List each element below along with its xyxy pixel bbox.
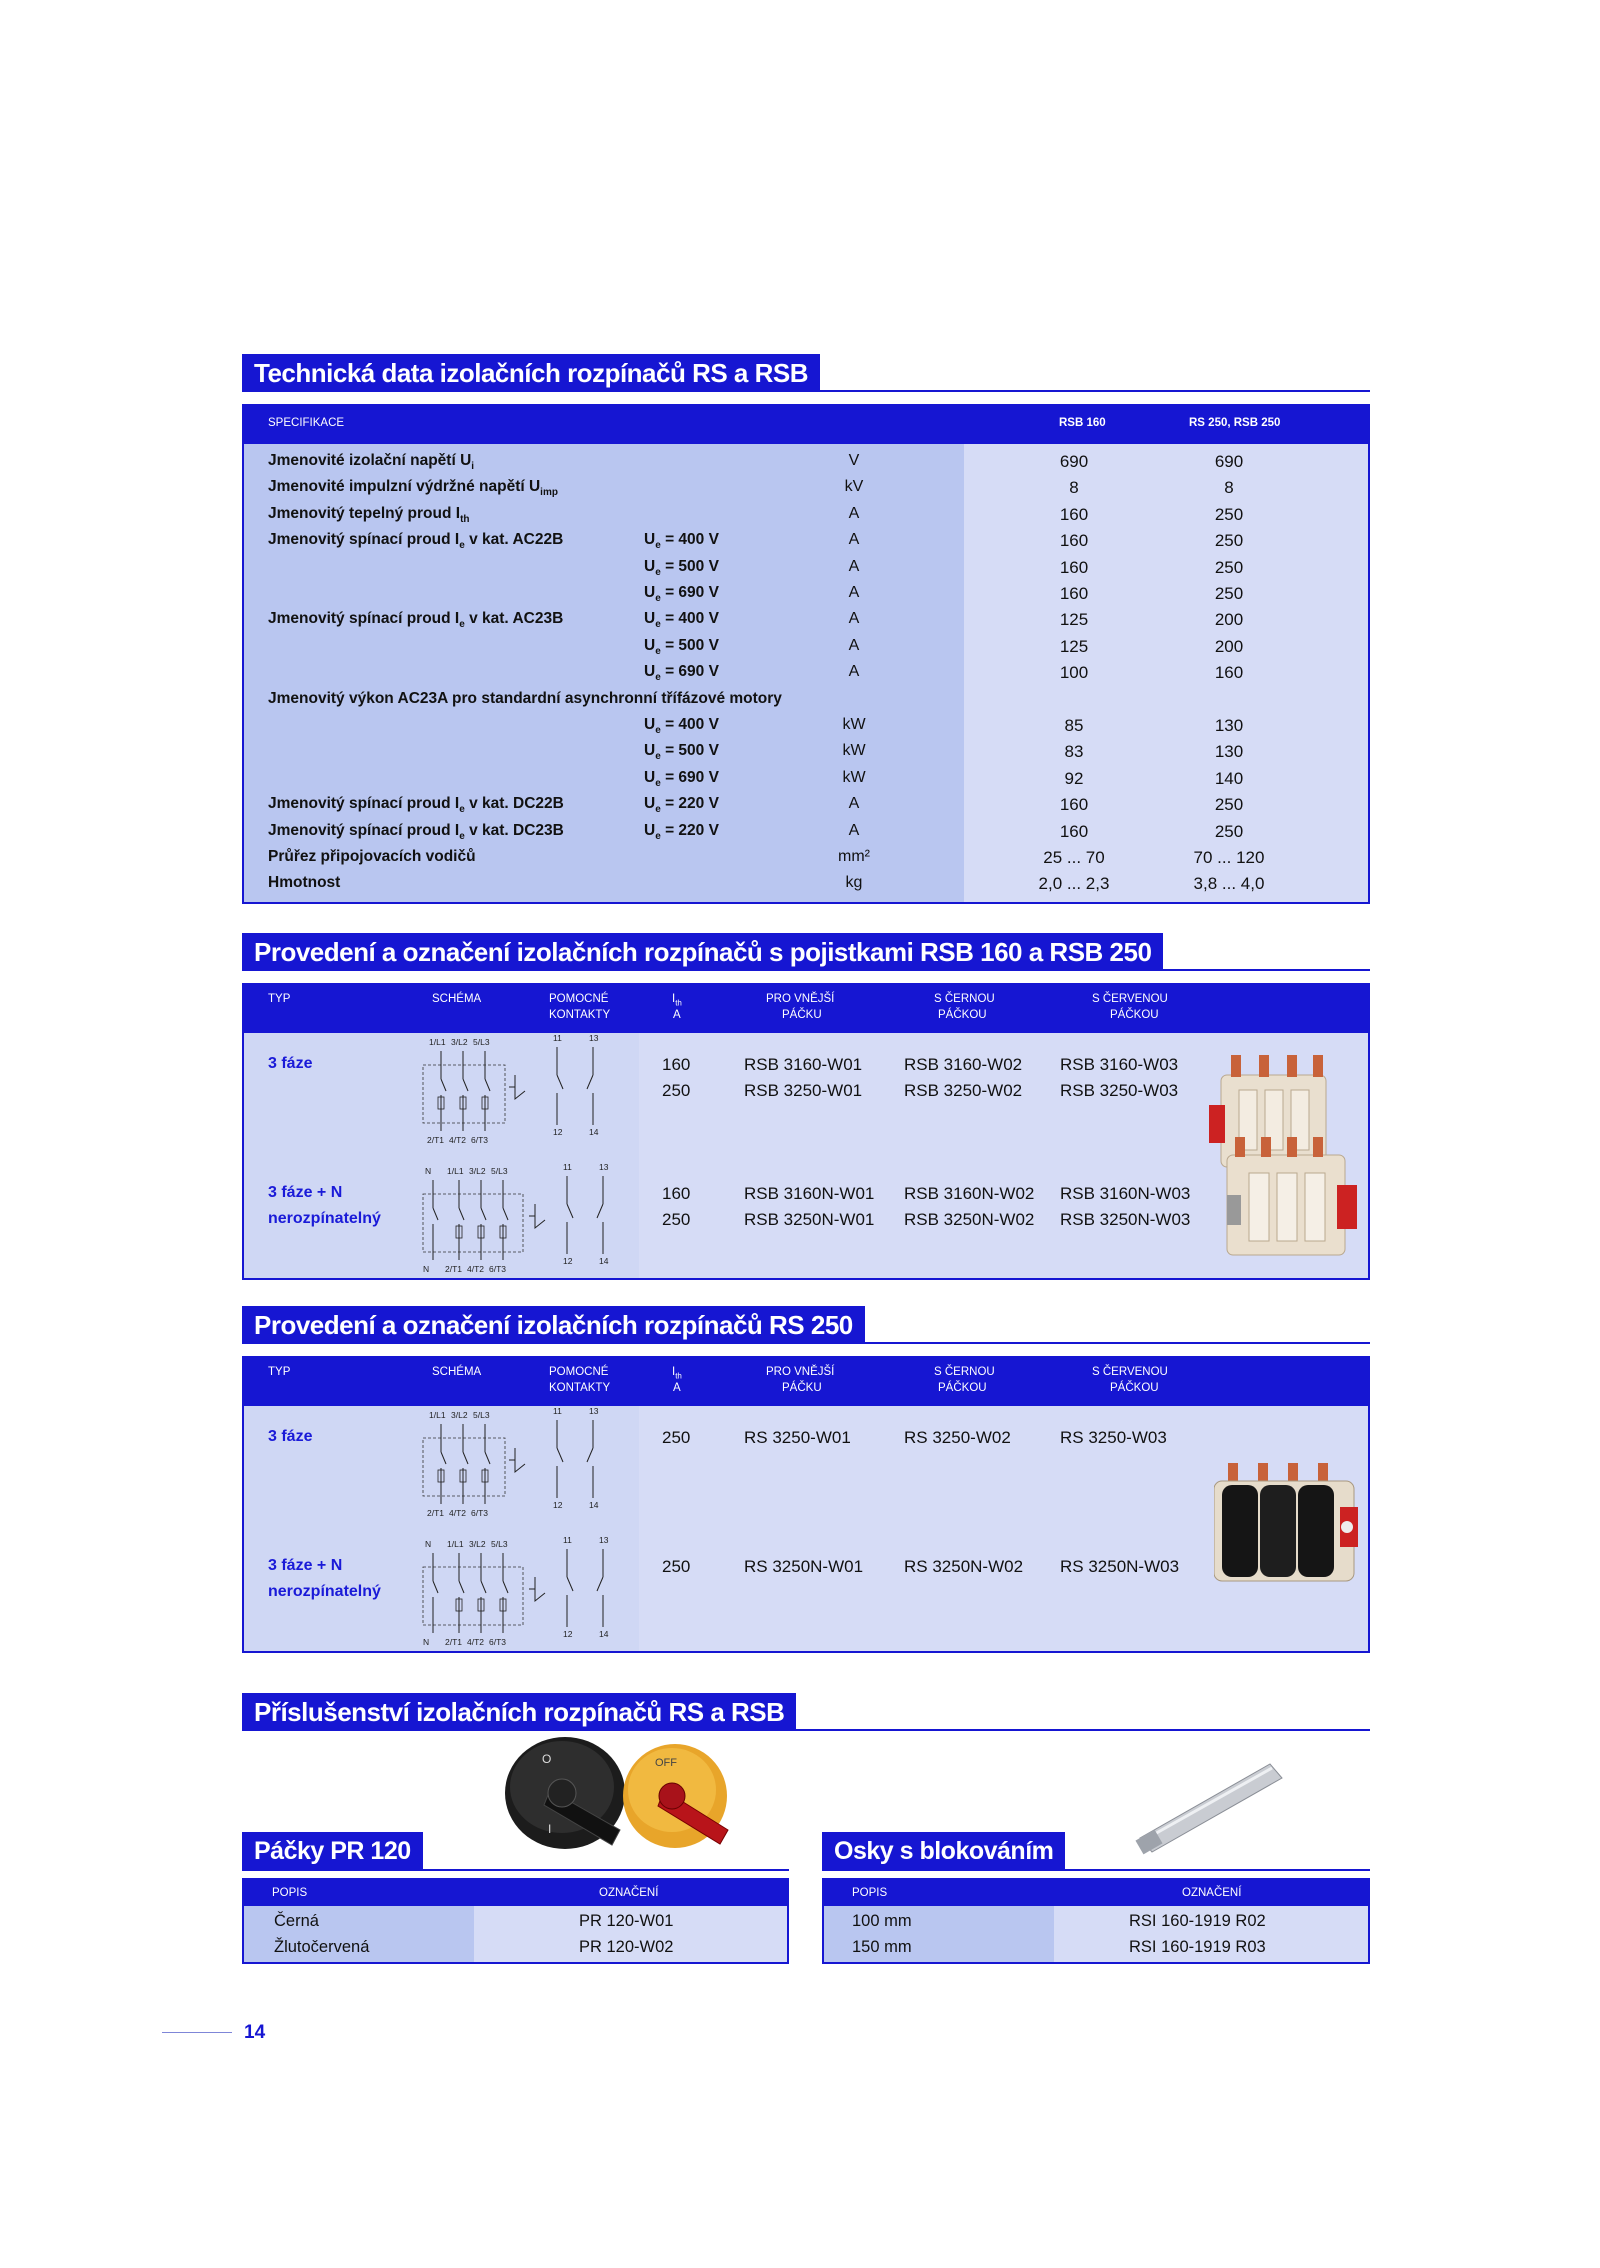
subscript: e [655,645,661,657]
schema-drawing [419,1537,669,1647]
schema-terminal-bottom: 4/T2 [467,1637,485,1647]
schema-terminal-top: 5/L3 [491,1539,508,1549]
spec-value-rsb160: 25 ... 70 [1043,848,1105,867]
schema-terminal-bottom: 6/T3 [471,1508,489,1518]
header-external-2: PÁČKU [782,1009,822,1021]
schema-terminal-top: 1/L1 [447,1166,464,1176]
variant-type-note: nerozpínatelný [268,1583,381,1600]
section-rule [242,390,1370,392]
spec-value-rs250: 130 [1214,742,1244,762]
subscript: e [459,804,465,816]
variant-type-note: nerozpínatelný [268,1210,381,1227]
table-header [244,985,1368,1033]
section-rule [242,1869,789,1871]
variant-code-red: RSB 3250N-W03 [1060,1210,1191,1229]
variant-code-external: RSB 3250-W01 [744,1081,863,1100]
schema-terminal-top: 1/L1 [429,1410,446,1420]
spec-value-rsb160: 690 [1059,452,1089,471]
schema-terminal-top: 5/L3 [473,1410,490,1420]
accessory-code: PR 120-W02 [579,1938,674,1956]
spec-value-rsb160: 125 [1059,610,1089,630]
spec-unit: A [848,663,860,681]
schema-terminal-bottom: 6/T3 [471,1135,489,1145]
spec-value-rs250: 140 [1214,768,1244,788]
spec-label: Jmenovitý spínací proud $I_e$ v kat. DC22B [268,795,564,816]
variant-code-black: RSB 3160-W02 [904,1055,1023,1074]
variant-code-black: RS 3250-W02 [904,1428,1011,1447]
wiring-schema [419,1035,669,1145]
header-rsb160: RSB 160 [1059,417,1106,429]
spec-value-rs250: 8 [1224,478,1234,498]
spec-value-rsb160: 83 [1064,742,1084,762]
schema-terminal-bottom: 4/T2 [449,1508,467,1518]
accessory-description: Žlutočervená [274,1938,370,1956]
section-title-rsb: Provedení a označení izolačních rozpínačů s pojistkami RSB 160 a RSB 250 [242,933,1163,971]
schema-terminal-bottom: 6/T3 [489,1264,507,1274]
aux-terminal-bottom: 12 [563,1629,573,1639]
variant-ith: 160 [662,1184,691,1203]
header-red: S ČERVENOU [1092,1366,1168,1378]
spec-unit: kg [845,874,863,892]
section-title-accessories: Příslušenství izolačních rozpínačů RS a RSB [242,1693,796,1731]
variant-code-external: RS 3250-W01 [744,1428,851,1447]
spec-condition: $U_e = 690$ V [644,584,719,605]
header-kontakty: KONTAKTY [549,1382,611,1394]
header-schema: SCHÉMA [432,1366,482,1378]
tech-data-table [242,404,1370,904]
aux-terminal-bottom: 12 [553,1500,563,1510]
variant-code-red: RSB 3160-W03 [1060,1055,1179,1074]
variant-code-external: RSB 3250N-W01 [744,1210,875,1229]
variant-code-black: RS 3250N-W02 [904,1557,1024,1576]
schema-terminal-bottom: 4/T2 [467,1264,485,1274]
spec-label: Jmenovitý spínací proud $I_e$ v kat. DC23B [268,821,564,842]
variant-code-black: RSB 3250N-W02 [904,1210,1035,1229]
header-ith-unit: A [673,1009,681,1021]
aux-terminal-top: 11 [563,1164,572,1172]
header-red-2: PÁČKOU [1110,1009,1159,1021]
spec-label: Jmenovitý výkon AC23A pro standardní asynchronní třífázové motory [268,689,782,707]
subscript: e [655,566,661,578]
aux-terminal-top: 11 [553,1408,562,1416]
spec-unit: A [848,636,860,654]
spec-value-rsb160: 160 [1059,504,1089,524]
header-external-2: PÁČKU [782,1382,822,1394]
schema-terminal-top: 5/L3 [473,1037,490,1047]
wiring-schema [419,1408,669,1518]
spec-unit: A [848,610,860,628]
header-pomocne: POMOCNÉ [549,993,609,1005]
section-rule [242,969,1370,971]
spec-unit: V [848,452,860,469]
aux-terminal-bottom: 12 [553,1127,563,1137]
spec-value-rs250: 250 [1214,531,1244,551]
header-red: S ČERVENOU [1092,993,1168,1005]
rs250-switch-photo [1214,1453,1364,1593]
schema-terminal-bottom: 2/T1 [427,1135,445,1145]
table-header [244,406,1368,444]
header-ith: $I_{th}$ [672,993,682,1008]
spec-value-rs250: 250 [1214,795,1244,815]
spec-value-rs250: 130 [1214,716,1244,735]
variant-code-external: RS 3250N-W01 [744,1557,864,1576]
aux-terminal-top: 13 [599,1537,609,1545]
section-rule [822,1869,1370,1871]
levers-title: Páčky PR 120 [242,1832,423,1870]
header-typ: TYP [268,1366,291,1378]
accessory-code: PR 120-W01 [579,1912,674,1930]
aux-terminal-bottom: 14 [589,1500,599,1510]
spec-label: Jmenovité izolační napětí $U_i$ [268,452,475,473]
spec-value-rsb160: 100 [1059,663,1089,683]
spec-value-rsb160: 8 [1069,478,1079,498]
schema-terminal-bottom: N [423,1264,430,1274]
variant-code-red: RSB 3160N-W03 [1060,1184,1191,1203]
spec-value-rs250: 250 [1214,821,1244,841]
spec-unit: mm² [838,848,870,865]
aux-terminal-top: 13 [589,1035,599,1043]
schema-drawing [419,1408,669,1518]
schema-terminal-top: N [425,1539,432,1549]
subscript: e [655,777,661,789]
subscript: e [459,540,465,552]
subscript: e [655,725,661,737]
spec-value-rs250: 200 [1214,610,1244,630]
page-number: 14 [244,2022,266,2043]
variant-code-external: RSB 3160-W01 [744,1055,863,1074]
shafts-title: Osky s blokováním [822,1832,1065,1870]
header-black: S ČERNOU [934,993,995,1005]
spec-unit: A [848,795,860,813]
spec-value-rs250: 70 ... 120 [1193,848,1265,867]
schema-drawing [419,1035,669,1145]
aux-terminal-bottom: 14 [589,1127,599,1137]
header-black-2: PÁČKOU [938,1009,987,1021]
subscript: e [655,830,661,842]
header-schema: SCHÉMA [432,993,482,1005]
wiring-schema [419,1537,669,1647]
schema-terminal-top: 3/L2 [451,1410,468,1420]
spec-unit: kW [842,716,866,733]
header-popis: POPIS [272,1887,308,1899]
spec-condition: $U_e = 500$ V [644,742,719,763]
subscript: e [459,619,465,631]
accessory-code: RSI 160-1919 R03 [1129,1938,1266,1956]
spec-value-rs250: 690 [1214,452,1244,471]
header-red-2: PÁČKOU [1110,1382,1159,1394]
aux-terminal-bottom: 14 [599,1256,609,1266]
variant-type: 3 fáze [268,1428,313,1445]
variant-code-red: RSB 3250-W03 [1060,1081,1179,1100]
variant-code-black: RSB 3250-W02 [904,1081,1023,1100]
shafts-table [822,1878,1370,1964]
spec-label: Jmenovitý spínací proud $I_e$ v kat. AC22B [268,531,564,552]
subscript: th [460,513,470,525]
levers-table [242,1878,789,1964]
aux-terminal-top: 13 [589,1408,599,1416]
aux-terminal-top: 13 [599,1164,609,1172]
spec-unit: A [848,504,860,522]
schema-terminal-bottom: 2/T1 [427,1508,445,1518]
wiring-schema [419,1164,669,1274]
schema-terminal-bottom: N [423,1637,430,1647]
spec-condition: $U_e = 690$ V [644,768,719,789]
spec-value-rs250: 160 [1214,663,1244,683]
header-black-2: PÁČKOU [938,1382,987,1394]
accessory-code: RSI 160-1919 R02 [1129,1912,1266,1930]
schema-terminal-bottom: 6/T3 [489,1637,507,1647]
variant-code-red: RS 3250-W03 [1060,1428,1167,1447]
subscript: e [655,540,661,552]
variant-type: 3 fáze + N [268,1557,343,1574]
aux-terminal-bottom: 14 [599,1629,609,1639]
subscript: i [471,461,475,473]
schema-terminal-bottom: 2/T1 [445,1264,463,1274]
schema-terminal-top: 5/L3 [491,1166,508,1176]
header-spec: SPECIFIKACE [268,417,345,429]
subscript: e [655,751,661,763]
spec-condition: $U_e = 400$ V [644,610,719,631]
variant-code-external: RSB 3160N-W01 [744,1184,875,1203]
subscript: e [655,804,661,816]
svg-text:I: I [548,1822,552,1836]
subscript: e [655,593,661,605]
variant-ith: 250 [662,1210,691,1229]
subscript: th [675,998,682,1008]
aux-terminal-bottom: 12 [563,1256,573,1266]
accessory-description: 150 mm [852,1938,912,1956]
subscript: th [675,1371,682,1381]
spec-label: Průřez připojovacích vodičů [268,848,476,865]
spec-condition: $U_e = 400$ V [644,716,719,737]
header-kontakty: KONTAKTY [549,1009,611,1021]
accessory-description: 100 mm [852,1912,912,1930]
spec-label: Jmenovité impulzní výdržné napětí $U_{imp}$ [268,478,558,499]
table-header [244,1880,787,1906]
subscript: e [459,830,465,842]
aux-terminal-top: 11 [563,1537,572,1545]
variant-ith: 250 [662,1557,691,1576]
variant-ith: 250 [662,1428,691,1447]
schema-terminal-top: 1/L1 [447,1539,464,1549]
spec-value-rsb160: 160 [1059,795,1089,815]
schema-terminal-top: 1/L1 [429,1037,446,1047]
subscript: e [655,619,661,631]
subscript: imp [540,487,558,499]
spec-label: Hmotnost [268,874,341,892]
spec-value-rs250: 3,8 ... 4,0 [1193,874,1265,894]
spec-value-rsb160: 160 [1059,557,1089,577]
variant-ith: 160 [662,1055,691,1074]
spec-value-rs250: 250 [1214,584,1244,603]
spec-label: Jmenovitý tepelný proud $I_{th}$ [268,504,470,525]
accessory-description: Černá [274,1912,319,1930]
section-title-rs250: Provedení a označení izolačních rozpínačů RS 250 [242,1306,865,1344]
spec-value-rsb160: 160 [1059,821,1089,841]
spec-value-rs250: 250 [1214,504,1244,524]
spec-condition: $U_e = 500$ V [644,557,719,578]
table-header [824,1880,1368,1906]
header-external: PRO VNĚJŠÍ [766,1366,835,1378]
spec-unit: kW [842,768,866,786]
spec-label: Jmenovitý spínací proud $I_e$ v kat. AC23B [268,610,564,631]
spec-condition: $U_e = 220$ V [644,821,719,842]
variant-code-red: RS 3250N-W03 [1060,1557,1180,1576]
spec-value-rsb160: 92 [1064,768,1084,788]
header-ith-unit: A [673,1382,681,1394]
yellow-red-lever-photo [620,1738,735,1858]
spec-value-rsb160: 125 [1059,636,1089,656]
spec-value-rsb160: 2,0 ... 2,3 [1038,874,1110,894]
svg-text:O: O [542,1752,552,1766]
schema-terminal-top: 3/L2 [469,1166,486,1176]
spec-condition: $U_e = 690$ V [644,663,719,684]
header-rs250: RS 250, RSB 250 [1189,417,1281,429]
spec-unit: A [848,584,860,601]
variant-type: 3 fáze + N [268,1184,343,1201]
schema-drawing [419,1164,669,1274]
header-oznaceni: OZNAČENÍ [599,1887,659,1899]
spec-value-rs250: 200 [1214,636,1244,656]
header-external: PRO VNĚJŠÍ [766,993,835,1005]
variant-type: 3 fáze [268,1055,313,1072]
spec-unit: kW [842,742,866,760]
variant-code-black: RSB 3160N-W02 [904,1184,1035,1203]
spec-value-rsb160: 85 [1064,716,1084,735]
subscript: e [655,672,661,684]
header-pomocne: POMOCNÉ [549,1366,609,1378]
svg-text:OFF: OFF [655,1757,677,1769]
schema-terminal-top: 3/L2 [451,1037,468,1047]
table-header [244,1358,1368,1406]
spec-unit: A [848,531,860,549]
spec-condition: $U_e = 400$ V [644,531,719,552]
rsb-variants-table [242,983,1370,1280]
rs250-variants-table [242,1356,1370,1653]
rsb-switch-photo [1209,1045,1359,1270]
aux-terminal-top: 11 [553,1035,562,1043]
header-ith: $I_{th}$ [672,1366,682,1381]
schema-terminal-top: 3/L2 [469,1539,486,1549]
spec-unit: A [848,557,860,575]
variant-ith: 250 [662,1081,691,1100]
spec-value-rs250: 250 [1214,557,1244,577]
spec-unit: kV [844,478,864,496]
section-title-tech-data: Technická data izolačních rozpínačů RS a RSB [242,354,820,392]
section-rule [242,1342,1370,1344]
spec-condition: $U_e = 220$ V [644,795,719,816]
black-lever-photo [500,1735,635,1860]
header-popis: POPIS [852,1887,888,1899]
spec-value-rsb160: 160 [1059,584,1089,603]
schema-terminal-top: N [425,1166,432,1176]
header-typ: TYP [268,993,291,1005]
footer-rule [162,2032,232,2033]
header-oznaceni: OZNAČENÍ [1182,1887,1242,1899]
spec-condition: $U_e = 500$ V [644,636,719,657]
schema-terminal-bottom: 2/T1 [445,1637,463,1647]
spec-value-rsb160: 160 [1059,531,1089,551]
schema-terminal-bottom: 4/T2 [449,1135,467,1145]
section-rule [242,1729,1370,1731]
header-black: S ČERNOU [934,1366,995,1378]
shaft-photo [1120,1750,1300,1860]
spec-unit: A [848,821,860,839]
